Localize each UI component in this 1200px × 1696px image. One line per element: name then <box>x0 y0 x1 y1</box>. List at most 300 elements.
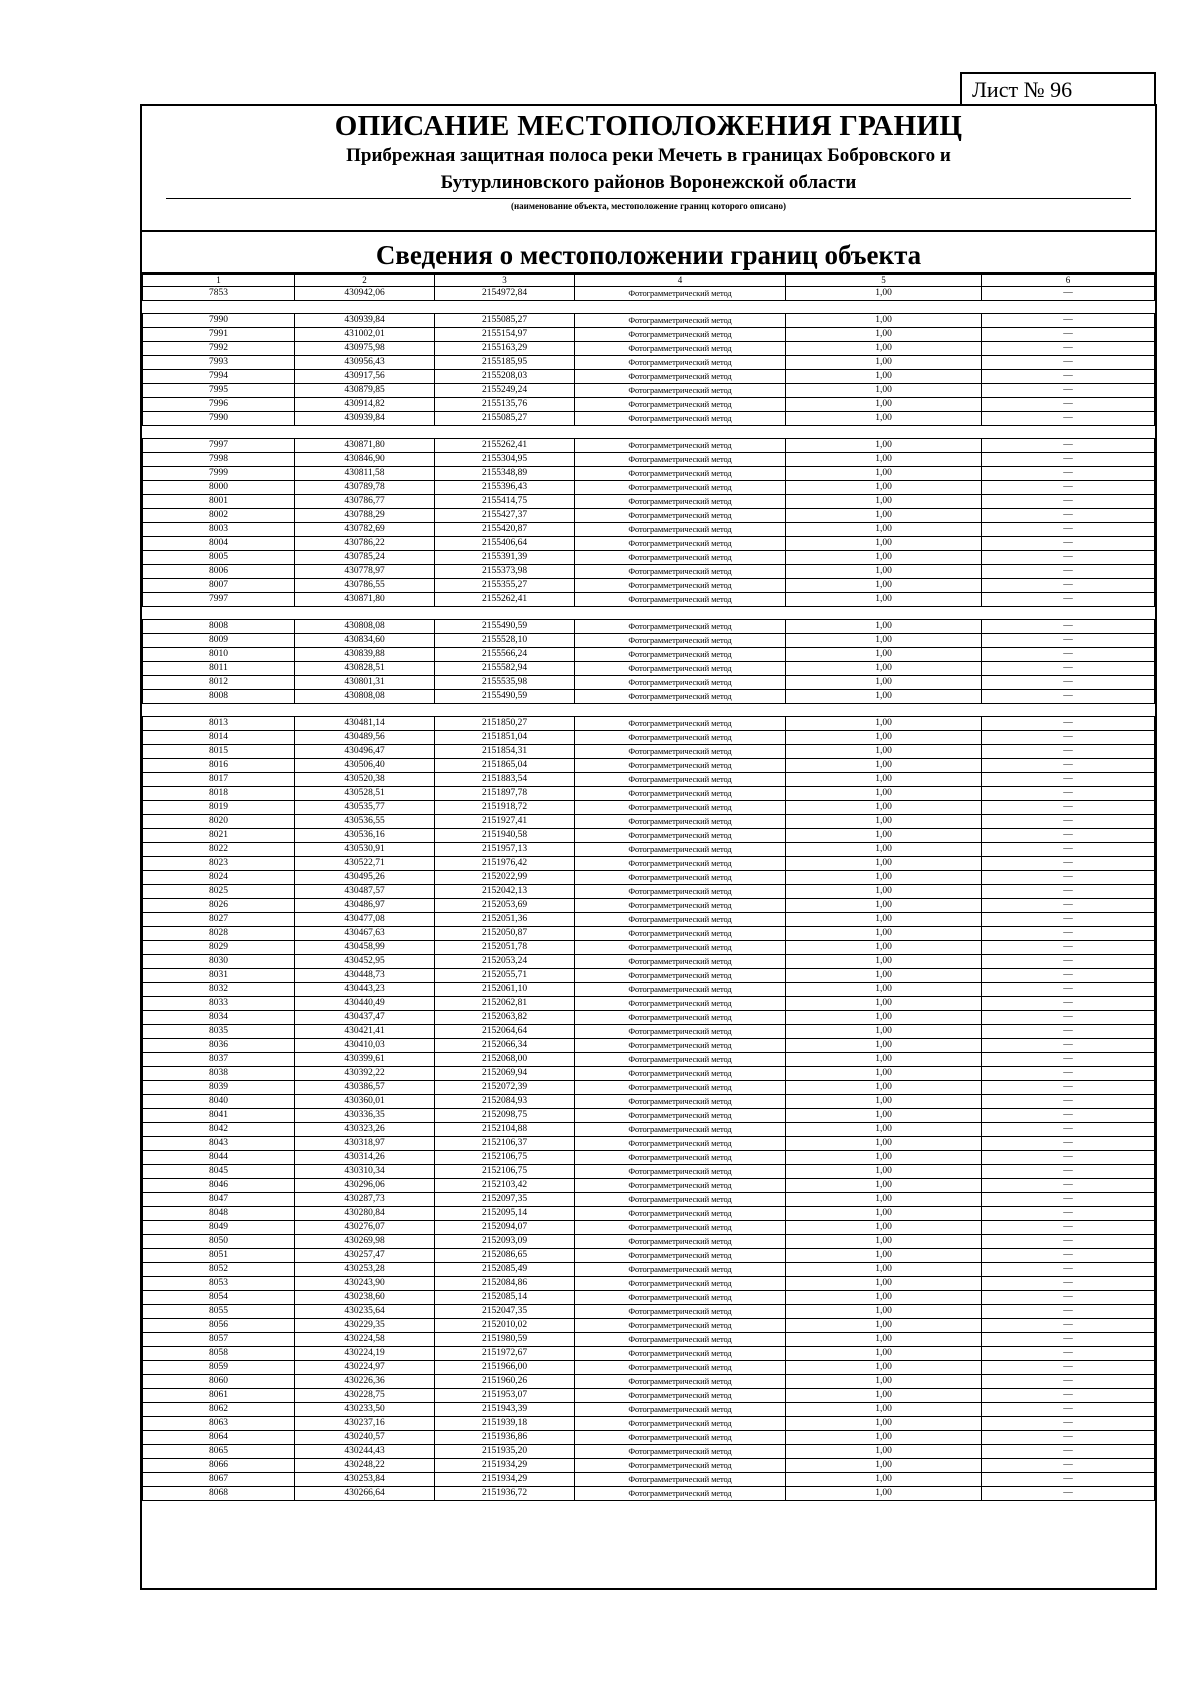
description-value: — <box>982 1207 1155 1221</box>
coordinate-x: 430437,47 <box>295 1011 435 1025</box>
table-row <box>143 1179 1155 1193</box>
table-row <box>143 941 1155 955</box>
point-number: 8036 <box>143 1039 295 1053</box>
determination-method: Фотограмметрический метод <box>575 1403 786 1417</box>
table-row <box>143 997 1155 1011</box>
accuracy-value: 1,00 <box>786 829 982 843</box>
table-row <box>143 1067 1155 1081</box>
point-number: 8008 <box>143 690 295 704</box>
table-row <box>143 1053 1155 1067</box>
coordinate-x: 430237,16 <box>295 1417 435 1431</box>
table-row <box>143 1403 1155 1417</box>
description-value: — <box>982 342 1155 356</box>
determination-method: Фотограмметрический метод <box>575 787 786 801</box>
determination-method: Фотограмметрический метод <box>575 370 786 384</box>
coordinate-y: 2151939,18 <box>435 1417 575 1431</box>
point-number: 8043 <box>143 1137 295 1151</box>
point-number: 8001 <box>143 495 295 509</box>
determination-method: Фотограмметрический метод <box>575 1389 786 1403</box>
point-number: 7991 <box>143 328 295 342</box>
description-value: — <box>982 620 1155 634</box>
coordinate-y: 2151918,72 <box>435 801 575 815</box>
column-number-row <box>143 275 1155 287</box>
determination-method: Фотограмметрический метод <box>575 899 786 913</box>
point-number: 8027 <box>143 913 295 927</box>
table-row <box>143 1221 1155 1235</box>
coordinate-x: 430786,77 <box>295 495 435 509</box>
description-value: — <box>982 593 1155 607</box>
accuracy-value: 1,00 <box>786 815 982 829</box>
table-row <box>143 648 1155 662</box>
point-number: 7995 <box>143 384 295 398</box>
accuracy-value: 1,00 <box>786 1179 982 1193</box>
table-row <box>143 1277 1155 1291</box>
determination-method: Фотограмметрический метод <box>575 523 786 537</box>
table-row <box>143 565 1155 579</box>
point-number: 7990 <box>143 412 295 426</box>
determination-method: Фотограмметрический метод <box>575 1207 786 1221</box>
description-value: — <box>982 1375 1155 1389</box>
determination-method: Фотограмметрический метод <box>575 690 786 704</box>
point-number: 8012 <box>143 676 295 690</box>
table-row <box>143 1291 1155 1305</box>
point-number: 8016 <box>143 759 295 773</box>
table-row <box>143 759 1155 773</box>
coordinate-y: 2151897,78 <box>435 787 575 801</box>
accuracy-value: 1,00 <box>786 983 982 997</box>
coordinate-y: 2151980,59 <box>435 1333 575 1347</box>
coordinate-x: 430253,28 <box>295 1263 435 1277</box>
determination-method: Фотограмметрический метод <box>575 1249 786 1263</box>
object-name-underline <box>166 198 1131 199</box>
coordinate-x: 430240,57 <box>295 1431 435 1445</box>
determination-method: Фотограмметрический метод <box>575 1277 786 1291</box>
point-number: 7992 <box>143 342 295 356</box>
table-row <box>143 1459 1155 1473</box>
description-value: — <box>982 1067 1155 1081</box>
section-title: Сведения о местоположении границ объекта <box>142 232 1155 274</box>
point-number: 8022 <box>143 843 295 857</box>
accuracy-value: 1,00 <box>786 1403 982 1417</box>
determination-method: Фотограмметрический метод <box>575 801 786 815</box>
determination-method: Фотограмметрический метод <box>575 620 786 634</box>
coordinate-x: 430834,60 <box>295 634 435 648</box>
table-row <box>143 676 1155 690</box>
coordinate-y: 2152062,81 <box>435 997 575 1011</box>
determination-method: Фотограмметрический метод <box>575 467 786 481</box>
table-row <box>143 1039 1155 1053</box>
coordinate-y: 2152084,86 <box>435 1277 575 1291</box>
accuracy-value: 1,00 <box>786 412 982 426</box>
description-value: — <box>982 1095 1155 1109</box>
determination-method: Фотограмметрический метод <box>575 941 786 955</box>
table-row <box>143 634 1155 648</box>
coordinate-x: 430224,97 <box>295 1361 435 1375</box>
coordinate-y: 2152084,93 <box>435 1095 575 1109</box>
coordinate-x: 430778,97 <box>295 565 435 579</box>
accuracy-value: 1,00 <box>786 342 982 356</box>
description-value: — <box>982 690 1155 704</box>
determination-method: Фотограмметрический метод <box>575 1109 786 1123</box>
coordinate-x: 430421,41 <box>295 1025 435 1039</box>
coordinate-x: 430506,40 <box>295 759 435 773</box>
coordinate-y: 2151935,20 <box>435 1445 575 1459</box>
description-value: — <box>982 843 1155 857</box>
point-number: 8024 <box>143 871 295 885</box>
accuracy-value: 1,00 <box>786 579 982 593</box>
coordinate-y: 2155396,43 <box>435 481 575 495</box>
table-row <box>143 1193 1155 1207</box>
description-value: — <box>982 955 1155 969</box>
point-number: 8052 <box>143 1263 295 1277</box>
coordinate-y: 2151865,04 <box>435 759 575 773</box>
coordinate-x: 430828,51 <box>295 662 435 676</box>
determination-method: Фотограмметрический метод <box>575 829 786 843</box>
accuracy-value: 1,00 <box>786 662 982 676</box>
determination-method: Фотограмметрический метод <box>575 287 786 301</box>
point-number: 8020 <box>143 815 295 829</box>
point-number: 8063 <box>143 1417 295 1431</box>
accuracy-value: 1,00 <box>786 1095 982 1109</box>
coordinate-x: 430224,19 <box>295 1347 435 1361</box>
table-row <box>143 955 1155 969</box>
table-row <box>143 1487 1155 1501</box>
table-row <box>143 328 1155 342</box>
description-value: — <box>982 1025 1155 1039</box>
point-number: 8056 <box>143 1319 295 1333</box>
description-value: — <box>982 1319 1155 1333</box>
description-value: — <box>982 1431 1155 1445</box>
description-value: — <box>982 370 1155 384</box>
accuracy-value: 1,00 <box>786 1389 982 1403</box>
coordinate-x: 430481,14 <box>295 717 435 731</box>
description-value: — <box>982 565 1155 579</box>
accuracy-value: 1,00 <box>786 857 982 871</box>
point-number: 8032 <box>143 983 295 997</box>
table-row <box>143 1473 1155 1487</box>
coordinate-y: 2151883,54 <box>435 773 575 787</box>
point-number: 8049 <box>143 1221 295 1235</box>
determination-method: Фотограмметрический метод <box>575 913 786 927</box>
accuracy-value: 1,00 <box>786 1081 982 1095</box>
coordinate-y: 2155208,03 <box>435 370 575 384</box>
coordinate-x: 430269,98 <box>295 1235 435 1249</box>
accuracy-value: 1,00 <box>786 356 982 370</box>
coordinate-y: 2152055,71 <box>435 969 575 983</box>
point-number: 8023 <box>143 857 295 871</box>
coordinate-x: 430956,43 <box>295 356 435 370</box>
determination-method: Фотограмметрический метод <box>575 662 786 676</box>
determination-method: Фотограмметрический метод <box>575 1347 786 1361</box>
coordinate-y: 2152010,02 <box>435 1319 575 1333</box>
accuracy-value: 1,00 <box>786 314 982 328</box>
coordinate-x: 430452,95 <box>295 955 435 969</box>
point-number: 8068 <box>143 1487 295 1501</box>
point-number: 7997 <box>143 439 295 453</box>
point-number: 8008 <box>143 620 295 634</box>
table-row <box>143 384 1155 398</box>
determination-method: Фотограмметрический метод <box>575 398 786 412</box>
point-number: 8041 <box>143 1109 295 1123</box>
determination-method: Фотограмметрический метод <box>575 1081 786 1095</box>
description-value: — <box>982 287 1155 301</box>
coordinate-x: 430440,49 <box>295 997 435 1011</box>
determination-method: Фотограмметрический метод <box>575 1305 786 1319</box>
accuracy-value: 1,00 <box>786 676 982 690</box>
coordinate-y: 2152053,69 <box>435 899 575 913</box>
determination-method: Фотограмметрический метод <box>575 1025 786 1039</box>
coordinate-y: 2151927,41 <box>435 815 575 829</box>
coordinate-y: 2152085,14 <box>435 1291 575 1305</box>
determination-method: Фотограмметрический метод <box>575 1067 786 1081</box>
coordinate-x: 430785,24 <box>295 551 435 565</box>
determination-method: Фотограмметрический метод <box>575 843 786 857</box>
coordinate-x: 430276,07 <box>295 1221 435 1235</box>
accuracy-value: 1,00 <box>786 1137 982 1151</box>
coordinate-y: 2152072,39 <box>435 1081 575 1095</box>
coordinate-y: 2151972,67 <box>435 1347 575 1361</box>
point-number: 8018 <box>143 787 295 801</box>
accuracy-value: 1,00 <box>786 287 982 301</box>
table-row <box>143 1445 1155 1459</box>
point-number: 8062 <box>143 1403 295 1417</box>
description-value: — <box>982 983 1155 997</box>
point-number: 8026 <box>143 899 295 913</box>
coordinate-x: 430360,01 <box>295 1095 435 1109</box>
determination-method: Фотограмметрический метод <box>575 356 786 370</box>
table-row <box>143 453 1155 467</box>
coordinate-x: 430235,64 <box>295 1305 435 1319</box>
table-row <box>143 342 1155 356</box>
determination-method: Фотограмметрический метод <box>575 495 786 509</box>
determination-method: Фотограмметрический метод <box>575 384 786 398</box>
coordinate-x: 430786,55 <box>295 579 435 593</box>
coordinate-x: 430310,34 <box>295 1165 435 1179</box>
accuracy-value: 1,00 <box>786 717 982 731</box>
point-number: 8003 <box>143 523 295 537</box>
determination-method: Фотограмметрический метод <box>575 717 786 731</box>
table-row <box>143 551 1155 565</box>
contour-separator <box>143 607 1155 620</box>
table-row <box>143 913 1155 927</box>
description-value: — <box>982 676 1155 690</box>
point-number: 7997 <box>143 593 295 607</box>
determination-method: Фотограмметрический метод <box>575 1221 786 1235</box>
accuracy-value: 1,00 <box>786 997 982 1011</box>
coordinate-x: 430323,26 <box>295 1123 435 1137</box>
table-row <box>143 620 1155 634</box>
point-number: 8009 <box>143 634 295 648</box>
determination-method: Фотограмметрический метод <box>575 1361 786 1375</box>
accuracy-value: 1,00 <box>786 1165 982 1179</box>
point-number: 8025 <box>143 885 295 899</box>
coordinate-y: 2155406,64 <box>435 537 575 551</box>
point-number: 8031 <box>143 969 295 983</box>
accuracy-value: 1,00 <box>786 1039 982 1053</box>
coordinate-x: 430536,16 <box>295 829 435 843</box>
coordinate-y: 2152095,14 <box>435 1207 575 1221</box>
object-name-line-2: Бутурлиновского районов Воронежской области <box>440 172 857 193</box>
accuracy-value: 1,00 <box>786 773 982 787</box>
coordinate-y: 2155135,76 <box>435 398 575 412</box>
accuracy-value: 1,00 <box>786 969 982 983</box>
description-value: — <box>982 634 1155 648</box>
accuracy-value: 1,00 <box>786 1375 982 1389</box>
accuracy-value: 1,00 <box>786 1305 982 1319</box>
accuracy-value: 1,00 <box>786 1277 982 1291</box>
accuracy-value: 1,00 <box>786 328 982 342</box>
description-value: — <box>982 731 1155 745</box>
description-value: — <box>982 871 1155 885</box>
accuracy-value: 1,00 <box>786 439 982 453</box>
table-row <box>143 287 1155 301</box>
description-value: — <box>982 356 1155 370</box>
point-number: 8042 <box>143 1123 295 1137</box>
coordinate-y: 2151943,39 <box>435 1403 575 1417</box>
table-row <box>143 439 1155 453</box>
determination-method: Фотограмметрический метод <box>575 551 786 565</box>
point-number: 8013 <box>143 717 295 731</box>
determination-method: Фотограмметрический метод <box>575 969 786 983</box>
coordinate-x: 430789,78 <box>295 481 435 495</box>
coordinate-y: 2152047,35 <box>435 1305 575 1319</box>
coordinate-y: 2152050,87 <box>435 927 575 941</box>
determination-method: Фотограмметрический метод <box>575 731 786 745</box>
coordinate-x: 430238,60 <box>295 1291 435 1305</box>
accuracy-value: 1,00 <box>786 759 982 773</box>
determination-method: Фотограмметрический метод <box>575 1137 786 1151</box>
coordinate-x: 430811,58 <box>295 467 435 481</box>
determination-method: Фотограмметрический метод <box>575 1473 786 1487</box>
accuracy-value: 1,00 <box>786 1347 982 1361</box>
table-row <box>143 1319 1155 1333</box>
determination-method: Фотограмметрический метод <box>575 1151 786 1165</box>
coordinate-x: 430392,22 <box>295 1067 435 1081</box>
table-row <box>143 1123 1155 1137</box>
determination-method: Фотограмметрический метод <box>575 1445 786 1459</box>
table-row <box>143 717 1155 731</box>
coordinate-x: 430782,69 <box>295 523 435 537</box>
point-number: 8066 <box>143 1459 295 1473</box>
table-row <box>143 1389 1155 1403</box>
accuracy-value: 1,00 <box>786 1123 982 1137</box>
column-number: 6 <box>982 275 1155 287</box>
determination-method: Фотограмметрический метод <box>575 1319 786 1333</box>
determination-method: Фотограмметрический метод <box>575 1459 786 1473</box>
point-number: 8044 <box>143 1151 295 1165</box>
coordinate-x: 430530,91 <box>295 843 435 857</box>
point-number: 8033 <box>143 997 295 1011</box>
table-row <box>143 662 1155 676</box>
coordinate-y: 2152098,75 <box>435 1109 575 1123</box>
accuracy-value: 1,00 <box>786 1053 982 1067</box>
description-value: — <box>982 745 1155 759</box>
determination-method: Фотограмметрический метод <box>575 927 786 941</box>
description-value: — <box>982 1165 1155 1179</box>
determination-method: Фотограмметрический метод <box>575 759 786 773</box>
table-row <box>143 495 1155 509</box>
description-value: — <box>982 1459 1155 1473</box>
coordinate-x: 430496,47 <box>295 745 435 759</box>
point-number: 8037 <box>143 1053 295 1067</box>
determination-method: Фотограмметрический метод <box>575 1179 786 1193</box>
coordinate-y: 2151960,26 <box>435 1375 575 1389</box>
accuracy-value: 1,00 <box>786 1417 982 1431</box>
coordinate-x: 430808,08 <box>295 620 435 634</box>
coordinate-y: 2155304,95 <box>435 453 575 467</box>
determination-method: Фотограмметрический метод <box>575 1039 786 1053</box>
description-value: — <box>982 899 1155 913</box>
coordinate-x: 430253,84 <box>295 1473 435 1487</box>
coordinate-x: 430410,03 <box>295 1039 435 1053</box>
description-value: — <box>982 1361 1155 1375</box>
column-number: 2 <box>295 275 435 287</box>
coordinate-y: 2155085,27 <box>435 412 575 426</box>
description-value: — <box>982 1277 1155 1291</box>
coordinate-y: 2155391,39 <box>435 551 575 565</box>
description-value: — <box>982 1249 1155 1263</box>
table-row <box>143 1109 1155 1123</box>
table-row <box>143 509 1155 523</box>
determination-method: Фотограмметрический метод <box>575 439 786 453</box>
description-value: — <box>982 759 1155 773</box>
point-number: 8017 <box>143 773 295 787</box>
coordinate-y: 2151976,42 <box>435 857 575 871</box>
description-value: — <box>982 1109 1155 1123</box>
table-row <box>143 579 1155 593</box>
accuracy-value: 1,00 <box>786 801 982 815</box>
description-value: — <box>982 1137 1155 1151</box>
description-value: — <box>982 523 1155 537</box>
determination-method: Фотограмметрический метод <box>575 997 786 1011</box>
coordinate-y: 2155535,98 <box>435 676 575 690</box>
coordinate-x: 430786,22 <box>295 537 435 551</box>
accuracy-value: 1,00 <box>786 913 982 927</box>
coordinate-y: 2155262,41 <box>435 593 575 607</box>
determination-method: Фотограмметрический метод <box>575 634 786 648</box>
point-number: 8021 <box>143 829 295 843</box>
description-value: — <box>982 913 1155 927</box>
point-number: 8014 <box>143 731 295 745</box>
description-value: — <box>982 1291 1155 1305</box>
description-value: — <box>982 1039 1155 1053</box>
description-value: — <box>982 509 1155 523</box>
coordinate-y: 2151966,00 <box>435 1361 575 1375</box>
determination-method: Фотограмметрический метод <box>575 1235 786 1249</box>
coordinate-y: 2155262,41 <box>435 439 575 453</box>
accuracy-value: 1,00 <box>786 551 982 565</box>
coordinate-y: 2154972,84 <box>435 287 575 301</box>
description-value: — <box>982 787 1155 801</box>
coordinate-y: 2155490,59 <box>435 620 575 634</box>
determination-method: Фотограмметрический метод <box>575 871 786 885</box>
table-row <box>143 885 1155 899</box>
description-value: — <box>982 1179 1155 1193</box>
accuracy-value: 1,00 <box>786 370 982 384</box>
description-value: — <box>982 1347 1155 1361</box>
accuracy-value: 1,00 <box>786 1193 982 1207</box>
table-row <box>143 467 1155 481</box>
coordinate-x: 430846,90 <box>295 453 435 467</box>
point-number: 8053 <box>143 1277 295 1291</box>
coordinate-y: 2155490,59 <box>435 690 575 704</box>
coordinate-y: 2152051,36 <box>435 913 575 927</box>
description-value: — <box>982 1081 1155 1095</box>
table-row <box>143 927 1155 941</box>
accuracy-value: 1,00 <box>786 1445 982 1459</box>
accuracy-value: 1,00 <box>786 1473 982 1487</box>
table-row <box>143 745 1155 759</box>
